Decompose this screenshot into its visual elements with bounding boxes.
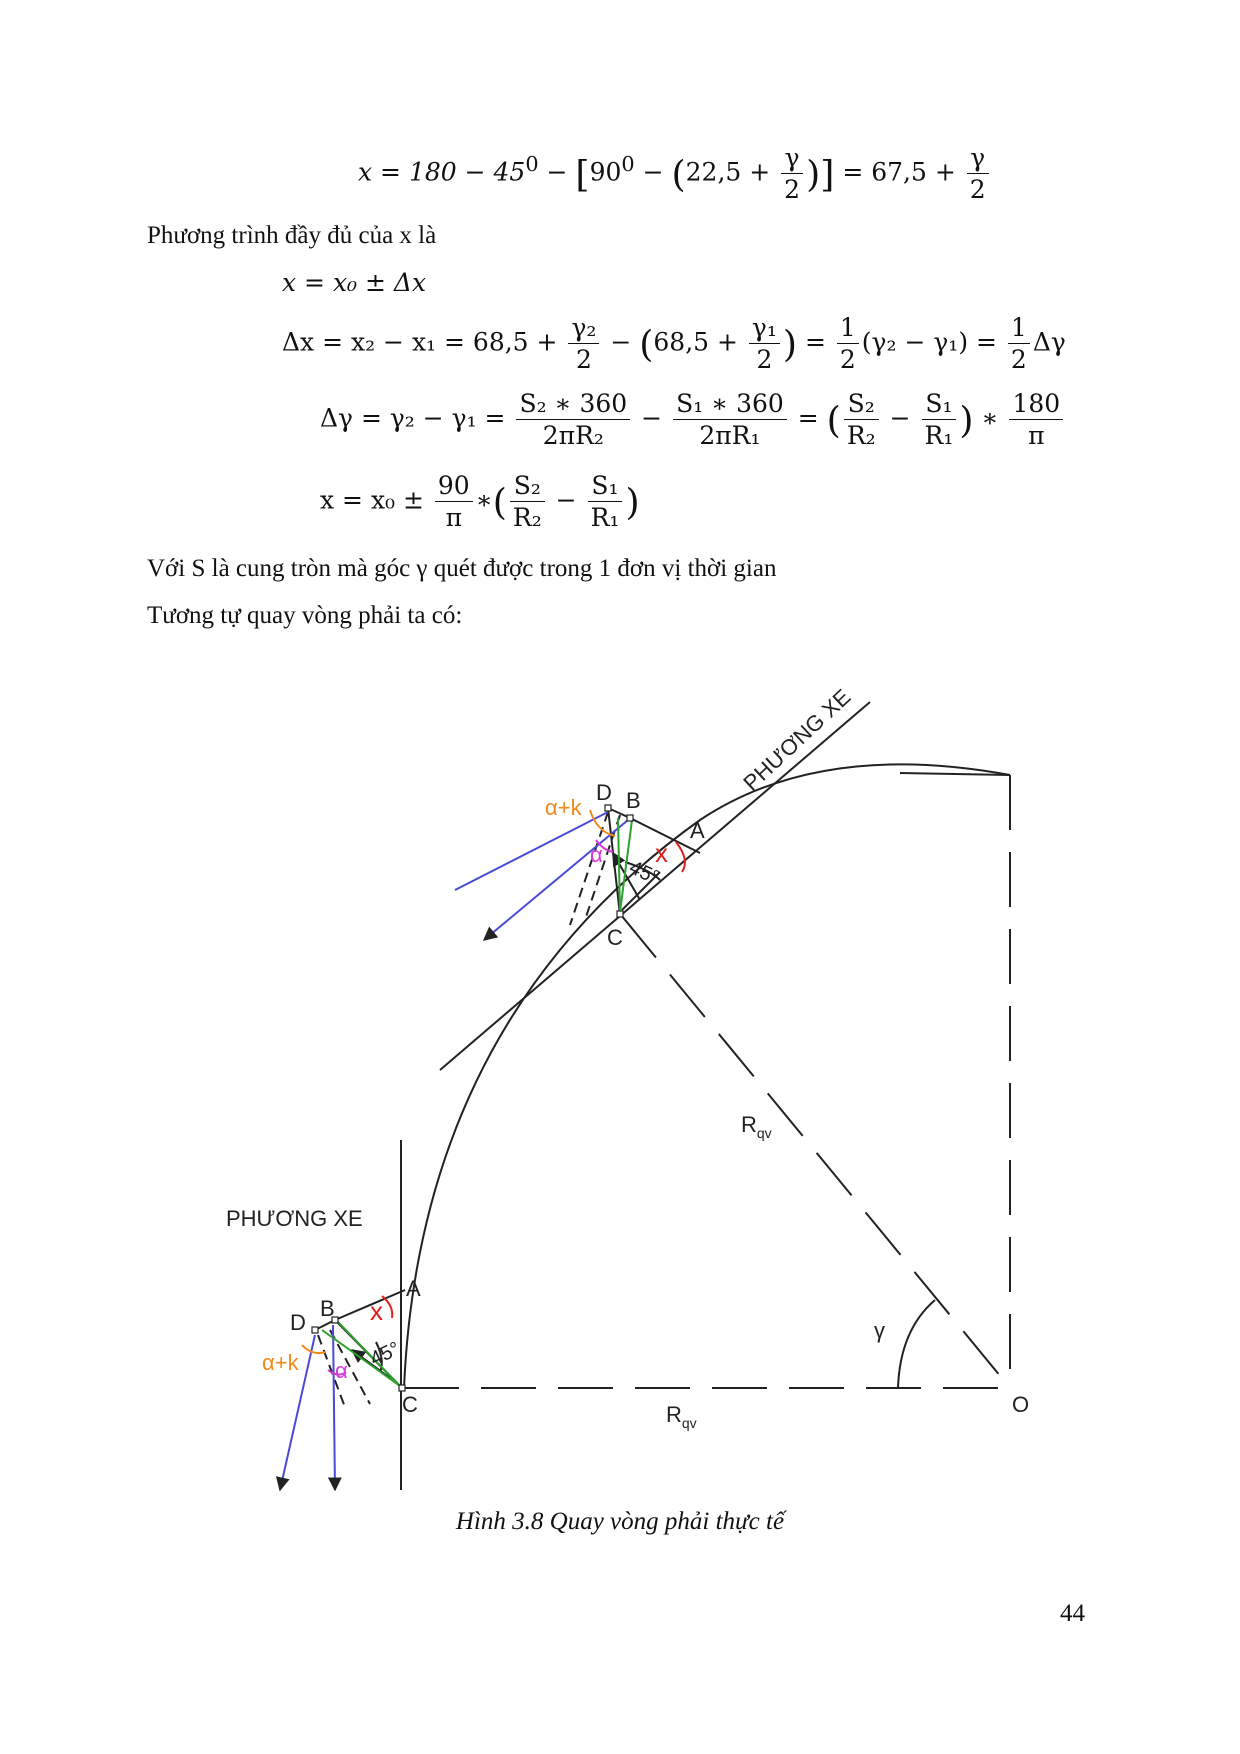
eq3-c: 68,5 + (653, 327, 746, 357)
text-line-3: Tương tự quay vòng phải ta có: (147, 602, 463, 629)
eq4-b: − (633, 403, 671, 433)
eq1-sup2: 0 (621, 151, 635, 176)
eq3-f: (γ₂ − γ₁) = (861, 327, 1005, 357)
eq5-m: − (547, 485, 585, 515)
label-x-bot: x (370, 1296, 383, 1326)
label-A-bot: A (406, 1276, 421, 1301)
label-gamma: γ (874, 1318, 885, 1343)
eq5-paren-close: ) (625, 480, 640, 524)
eq4-n4: S₁ (922, 388, 957, 420)
label-Rqv-diagonal-main: R (741, 1112, 757, 1137)
eq1-frac2-den: 2 (969, 175, 986, 205)
eq3-a: Δx = x₂ − x₁ = 68,5 + (282, 327, 566, 357)
page-number: 44 (1060, 1600, 1085, 1627)
tangent-line-top (440, 702, 870, 1070)
label-phuong-xe-left: PHƯƠNG XE (226, 1206, 363, 1231)
eq1-in2: 22,5 + (685, 157, 779, 187)
eq3-n4: 1 (1008, 312, 1030, 344)
eq4-d3: R₂ (846, 421, 876, 451)
label-C-top: C (607, 925, 623, 950)
eq3-b: − (602, 327, 640, 357)
eq3-n2: γ₁ (749, 312, 780, 344)
label-Rqv-horizontal-sub: qv (681, 1415, 697, 1431)
top-node-C (617, 911, 623, 917)
equation-x-full: x = x₀ ± Δx (282, 268, 427, 297)
eq4-d4: R₁ (924, 421, 954, 451)
label-alpha-k-top: α+k (545, 795, 582, 820)
label-alpha-k-bot: α+k (262, 1350, 299, 1375)
eq1-mid1: − (538, 157, 576, 187)
label-D-top: D (596, 780, 612, 805)
eq4-paren-close: ) (959, 398, 974, 442)
eq1-frac-num: γ (781, 142, 803, 174)
eq3-d2: 2 (756, 345, 773, 375)
label-B-top: B (626, 788, 641, 813)
bot-node-D (312, 1327, 318, 1333)
eq3-d4: 2 (1010, 345, 1027, 375)
eq4-c: = (789, 403, 827, 433)
gamma-angle-arc (898, 1300, 935, 1388)
eq5-n3: S₁ (588, 470, 623, 502)
eq1-frac2-num: γ (967, 142, 989, 174)
label-Rqv-horizontal-main: R (666, 1402, 682, 1427)
label-B-bot: B (320, 1296, 335, 1321)
label-A-top: A (690, 818, 705, 843)
label-45-bot: 45° (366, 1337, 404, 1371)
eq5-paren-open: ( (492, 480, 507, 524)
label-alpha-bot: α (335, 1358, 348, 1383)
eq5-n2: S₂ (510, 470, 545, 502)
eq4-m: − (881, 403, 919, 433)
eq3-n3: 1 (837, 312, 859, 344)
eq1-lhs: x = 180 − 45 (358, 157, 526, 187)
label-x-top: x (655, 838, 668, 868)
eq1-in1: 90 (589, 157, 622, 187)
label-phuong-xe-top: PHƯƠNG XE (738, 684, 856, 796)
eq4-e: ∗ (973, 403, 1007, 433)
eq5-d3: R₁ (590, 503, 620, 533)
label-C-bot: C (402, 1392, 418, 1417)
eq5-n1: 90 (435, 470, 473, 502)
eq5-a: x = x₀ ± (320, 485, 432, 515)
eq1-bracket-open: [ (575, 152, 590, 196)
eq4-paren-open: ( (826, 398, 841, 442)
text-line-1: Phương trình đầy đủ của x là (147, 222, 437, 249)
label-45-top: 45° (625, 856, 663, 890)
figure-caption: Hình 3.8 Quay vòng phải thực tế (455, 1508, 785, 1535)
eq5-d2: R₂ (512, 503, 542, 533)
eq4-n3: S₂ (844, 388, 879, 420)
turning-arc (404, 764, 1010, 1388)
eq1-rhs: = 67,5 + (834, 157, 964, 187)
label-Rqv-diagonal (741, 1112, 772, 1141)
bot-node-C (399, 1385, 405, 1391)
bot-blue-ray-2 (333, 1325, 335, 1490)
label-D-bot: D (290, 1310, 306, 1335)
top-node-B (627, 815, 633, 821)
eq3-paren-open: ( (639, 322, 654, 366)
eq3-e: = (797, 327, 834, 357)
bot-orange-arc (302, 1345, 326, 1353)
eq5-d1: π (445, 503, 463, 533)
eq3-d1: 2 (575, 345, 592, 375)
eq1-frac-den: 2 (784, 175, 801, 205)
eq1-paren-close: )] (806, 152, 835, 196)
eq3-paren-close: ) (782, 322, 798, 366)
eq1-mid2: − (634, 157, 672, 187)
top-node-D (605, 805, 611, 811)
eq1-paren-open: ( (671, 152, 686, 196)
eq3-d3: 2 (839, 345, 856, 375)
eq4-n1: S₂ ∗ 360 (516, 388, 630, 420)
eq4-n5: 180 (1009, 388, 1063, 420)
label-Rqv-diagonal-sub: qv (756, 1125, 772, 1141)
eq4-d1: 2πR₂ (542, 421, 604, 451)
eq4-d5: π (1028, 421, 1045, 451)
eq3-n1: γ₂ (568, 312, 599, 344)
eq3-g: Δγ (1032, 327, 1066, 357)
text-line-2: Với S là cung tròn mà góc γ quét được trong 1 đơn vị thời gian (147, 555, 777, 582)
label-O: O (1012, 1392, 1030, 1417)
eq1-sup1: 0 (525, 151, 539, 176)
arc-end-segment (900, 773, 1010, 775)
eq4-a: Δγ = γ₂ − γ₁ = (320, 403, 514, 433)
label-Rqv-horizontal (666, 1402, 697, 1431)
eq5-b: ∗ (475, 485, 493, 515)
label-alpha-top: α (590, 842, 603, 867)
radius-diagonal-dashed (621, 915, 1010, 1388)
eq4-d2: 2πR₁ (699, 421, 761, 451)
eq4-n2: S₁ ∗ 360 (673, 388, 787, 420)
